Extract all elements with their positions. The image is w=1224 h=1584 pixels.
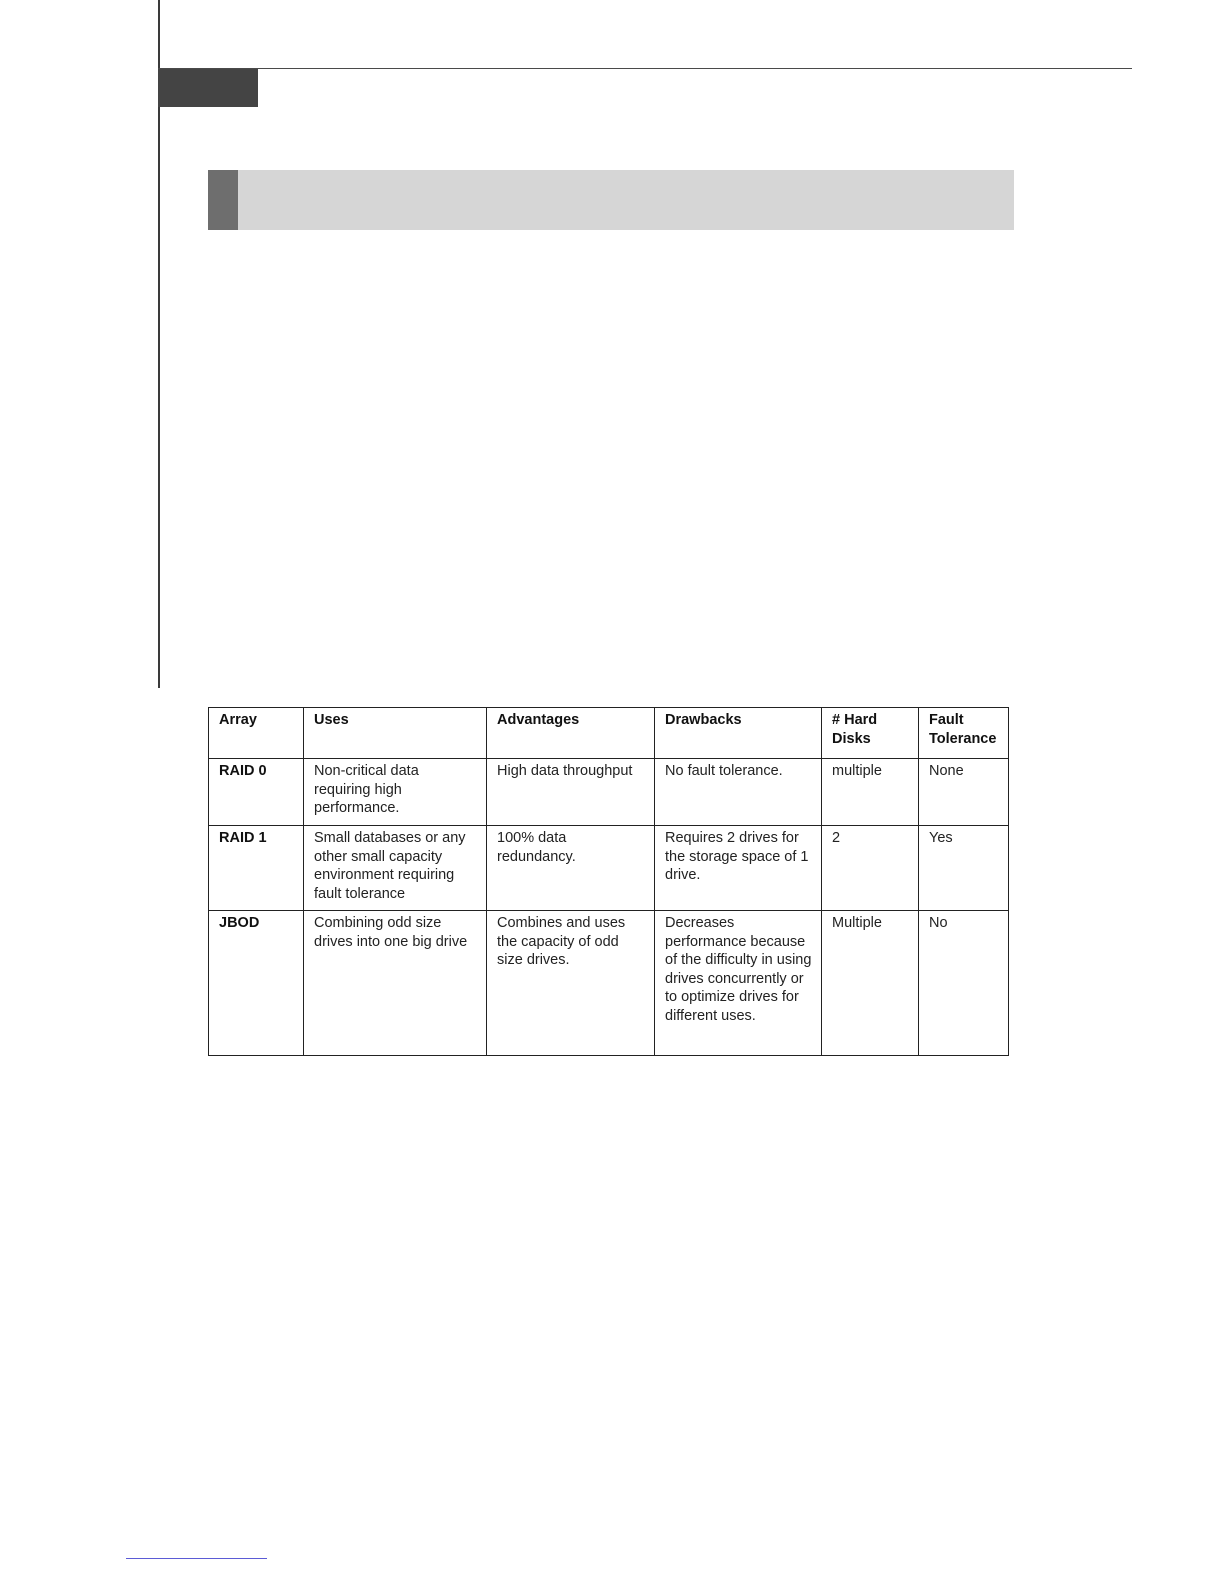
cell-uses: Non-critical data requiring high performance.: [304, 759, 487, 826]
cell-advantages: Combines and uses the capacity of odd size drives.: [487, 911, 655, 1056]
header-hard-disks: # Hard Disks: [822, 708, 919, 759]
cell-hard-disks: 2: [822, 826, 919, 911]
table-row: [209, 759, 1009, 826]
raid-comparison-table: [208, 707, 1009, 1056]
header-array: Array: [209, 708, 304, 759]
header-drawbacks: Drawbacks: [655, 708, 822, 759]
cell-fault-tolerance: No: [919, 911, 1009, 1056]
table-row: [209, 911, 1009, 1056]
cell-array: JBOD: [209, 911, 304, 1056]
cell-uses: Combining odd size drives into one big drive: [304, 911, 487, 1056]
header-uses: Uses: [304, 708, 487, 759]
section-heading-bar: [208, 170, 1014, 230]
header-advantages: Advantages: [487, 708, 655, 759]
chapter-tab: [158, 69, 258, 107]
table-header-row: [209, 708, 1009, 759]
section-heading-accent: [208, 170, 238, 230]
cell-array: RAID 1: [209, 826, 304, 911]
cell-drawbacks: Requires 2 drives for the storage space of 1 drive.: [655, 826, 822, 911]
cell-uses: Small databases or any other small capacity environment requiring fault tolerance: [304, 826, 487, 911]
footer-rule: [126, 1558, 267, 1559]
header-rule: [158, 68, 1132, 69]
table-row: [209, 826, 1009, 911]
cell-fault-tolerance: None: [919, 759, 1009, 826]
cell-array: RAID 0: [209, 759, 304, 826]
cell-drawbacks: No fault tolerance.: [655, 759, 822, 826]
cell-hard-disks: Multiple: [822, 911, 919, 1056]
cell-hard-disks: multiple: [822, 759, 919, 826]
header-fault-tolerance: Fault Tolerance: [919, 708, 1009, 759]
cell-fault-tolerance: Yes: [919, 826, 1009, 911]
cell-advantages: High data throughput: [487, 759, 655, 826]
cell-advantages: 100% data redundancy.: [487, 826, 655, 911]
cell-drawbacks: Decreases performance because of the difficulty in using drives concurrently or to optimize drives for different uses.: [655, 911, 822, 1056]
